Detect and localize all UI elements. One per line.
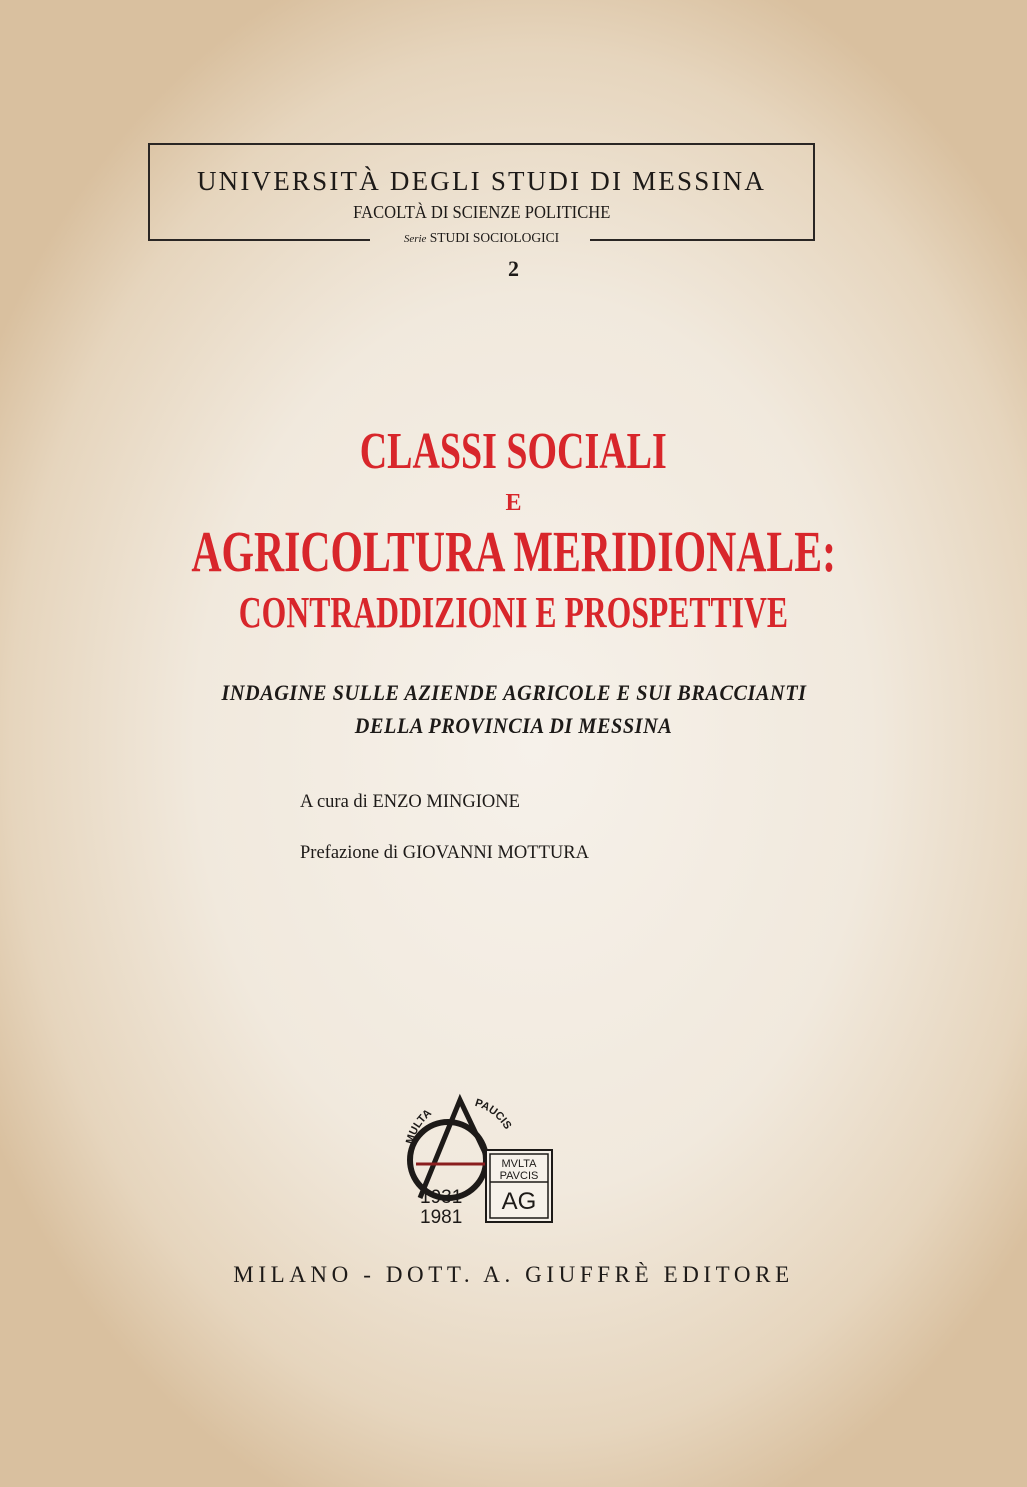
logo-year-end: 1981 <box>420 1207 463 1227</box>
logo-arc-text-right: PAUCIS <box>473 1096 514 1132</box>
logo-box-line-1: MVLTA <box>501 1158 537 1170</box>
title-line-1-text: CLASSI SOCIALI <box>360 423 667 480</box>
series-name: STUDI SOCIOLOGICI <box>429 230 560 245</box>
subtitle-line-2-text: DELLA PROVINCIA DI MESSINA <box>354 713 673 738</box>
faculty-text: FACOLTÀ DI SCIENZE POLITICHE <box>352 202 611 222</box>
publisher-line: MILANO - DOTT. A. GIUFFRÈ EDITORE <box>233 1262 794 1287</box>
title-line-1 <box>0 422 1027 481</box>
preface-credit <box>300 843 589 864</box>
logo-year-start: 1931 <box>420 1187 463 1208</box>
subtitle-line-2 <box>0 713 1027 739</box>
preface-author: GIOVANNI MOTTURA <box>402 843 589 863</box>
logo-box-initials: AG <box>501 1188 537 1215</box>
editor-name: ENZO MINGIONE <box>372 792 520 812</box>
faculty-name <box>148 202 815 223</box>
publisher-logo <box>398 1092 558 1227</box>
editor-label: A cura di <box>300 792 368 812</box>
title-line-2 <box>0 490 1027 517</box>
title-line-3 <box>0 518 1027 585</box>
title-line-4 <box>0 587 1027 638</box>
editor-credit <box>300 792 520 813</box>
title-line-4-text: CONTRADDIZIONI E PROSPETTIVE <box>238 588 789 637</box>
title-line-3-text: AGRICOLTURA MERIDIONALE: <box>191 519 836 584</box>
volume-number: 2 <box>508 256 519 281</box>
series-line <box>148 230 815 246</box>
preface-label: Prefazione di <box>300 843 399 863</box>
logo-arc-text: MULTA <box>404 1107 434 1146</box>
university-name: UNIVERSITÀ DEGLI STUDI DI MESSINA <box>196 166 767 196</box>
series-prefix: Serie <box>403 233 427 245</box>
subtitle-line-1-text: INDAGINE SULLE AZIENDE AGRICOLE E SUI BRACCIANTI <box>220 680 807 705</box>
logo-box-line-2: PAVCIS <box>499 1170 539 1182</box>
subtitle-line-1 <box>0 680 1027 706</box>
title-line-2-text: E <box>505 490 522 516</box>
